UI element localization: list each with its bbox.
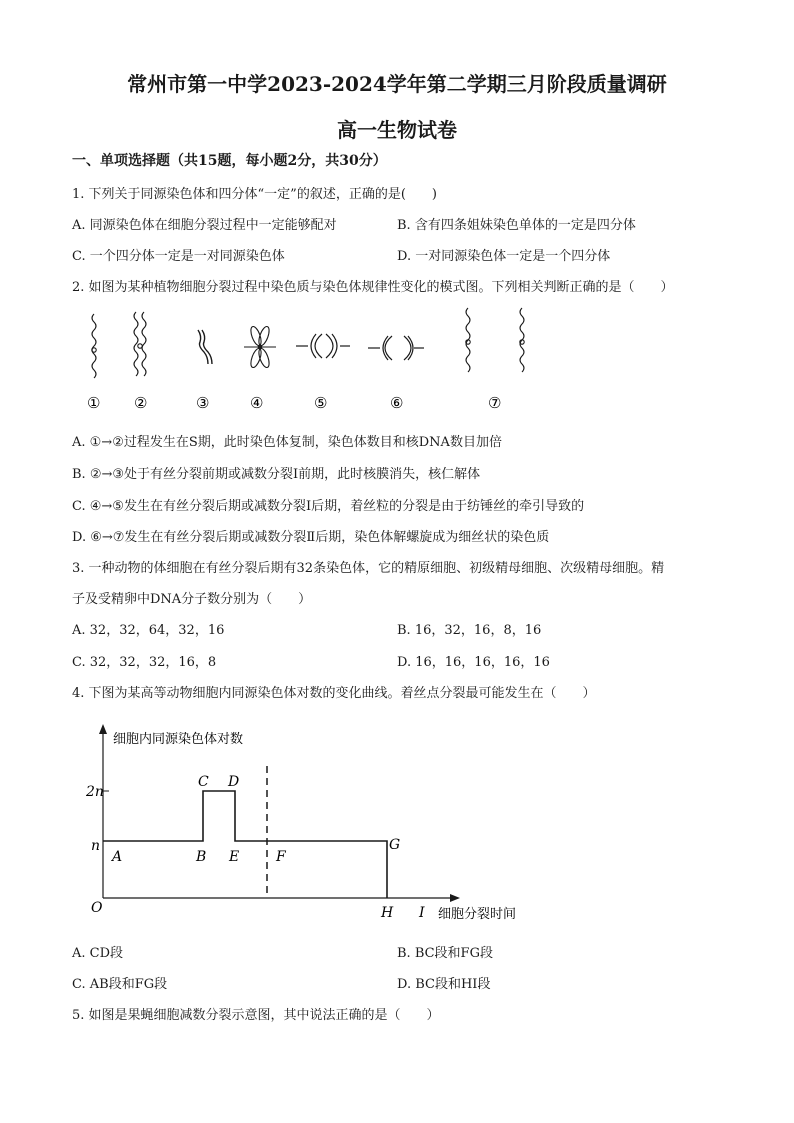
chromatin-stage-7-icon — [466, 308, 524, 372]
chromosome-stage-3-icon — [198, 330, 212, 364]
q2-option-d: D. ⑥→⑦发生在有丝分裂后期或减数分裂Ⅱ后期，染色体解螺旋成为细丝状的染色质 — [72, 530, 550, 545]
point-label-b: B — [196, 849, 207, 865]
q1-option-d: D. 一对同源染色体一定是一个四分体 — [397, 249, 611, 264]
q1-option-a: A. 同源染色体在细胞分裂过程中一定能够配对 — [72, 218, 337, 233]
q3-option-a: A. 32，32，64，32，16 — [72, 623, 225, 638]
figure-label-3: ③ — [196, 394, 210, 412]
pairs-curve — [103, 791, 387, 898]
exam-subtitle: 高一生物试卷 — [337, 118, 457, 142]
q2-chromosome-figure — [72, 304, 542, 416]
point-label-i: I — [419, 905, 425, 921]
point-label-a: A — [112, 849, 123, 865]
figure-label-2: ② — [134, 394, 148, 412]
chromatin-stage-1-icon — [92, 314, 96, 378]
chromatin-stage-2-icon — [134, 312, 146, 376]
q2-option-b: B. ②→③处于有丝分裂前期或减数分裂Ⅰ前期，此时核膜消失，核仁解体 — [72, 467, 481, 482]
q3-stem-line1: 3. 一种动物的体细胞在有丝分裂后期有32条染色体，它的精原细胞、初级精母细胞、次级精母细胞。精 — [72, 561, 665, 576]
q1-option-b: B. 含有四条姐妹染色单体的一定是四分体 — [397, 218, 636, 233]
figure-label-5: ⑤ — [314, 394, 328, 412]
figure-label-7: ⑦ — [488, 394, 502, 412]
q3-option-c: C. 32，32，32，16，8 — [72, 655, 217, 670]
q3-stem-line2: 子及受精卵中DNA分子数分别为（ ） — [72, 592, 312, 607]
q4-option-a: A. CD段 — [72, 946, 124, 961]
q4-option-b: B. BC段和FG段 — [397, 946, 493, 961]
figure-label-6: ⑥ — [390, 394, 404, 412]
y-axis-label: 细胞内同源染色体对数 — [113, 732, 244, 747]
chromosome-stage-6-icon — [368, 336, 424, 360]
q1-stem: 1. 下列关于同源染色体和四分体“一定”的叙述，正确的是( ) — [72, 187, 437, 202]
x-axis-arrow-icon — [450, 894, 460, 902]
chromosome-stage-5-icon — [296, 334, 350, 358]
point-label-c: C — [198, 774, 209, 790]
q2-option-a: A. ①→②过程发生在S期，此时染色体复制，染色体数目和核DNA数目加倍 — [72, 435, 502, 450]
q1-option-c: C. 一个四分体一定是一对同源染色体 — [72, 249, 285, 264]
y-axis-arrow-icon — [99, 724, 107, 734]
figure-label-1: ① — [87, 394, 101, 412]
origin-label: O — [91, 900, 103, 916]
point-label-f: F — [276, 849, 286, 865]
q2-stem: 2. 如图为某种植物细胞分裂过程中染色质与染色体规律性变化的模式图。下列相关判断正确的是（ ） — [72, 280, 674, 295]
q4-option-c: C. AB段和FG段 — [72, 977, 168, 992]
point-label-h: H — [381, 905, 394, 921]
point-label-e: E — [229, 849, 240, 865]
q4-option-d: D. BC段和HI段 — [397, 977, 491, 992]
chromosome-stage-4-icon — [244, 325, 276, 369]
q5-stem: 5. 如图是果蝇细胞减数分裂示意图，其中说法正确的是（ ） — [72, 1008, 440, 1023]
y-tick-2n: 2n — [86, 784, 104, 800]
figure-label-4: ④ — [250, 394, 264, 412]
q3-option-b: B. 16，32，16，8，16 — [397, 623, 542, 638]
point-label-d: D — [228, 774, 240, 790]
q2-option-c: C. ④→⑤发生在有丝分裂后期或减数分裂Ⅰ后期，着丝粒的分裂是由于纺锤丝的牵引导致的 — [72, 499, 585, 514]
q3-option-d: D. 16，16，16，16，16 — [397, 655, 550, 670]
q4-stem: 4. 下图为某高等动物细胞内同源染色体对数的变化曲线。着丝点分裂最可能发生在（ ） — [72, 686, 596, 701]
point-label-g: G — [389, 837, 401, 853]
section-heading: 一、单项选择题（共15题，每小题2分，共30分） — [72, 153, 387, 169]
q4-homologous-pairs-graph — [80, 720, 550, 930]
x-axis-label: 细胞分裂时间 — [438, 907, 517, 922]
exam-title: 常州市第一中学2023-2024学年第二学期三月阶段质量调研 — [127, 72, 667, 96]
y-tick-n: n — [91, 838, 101, 854]
